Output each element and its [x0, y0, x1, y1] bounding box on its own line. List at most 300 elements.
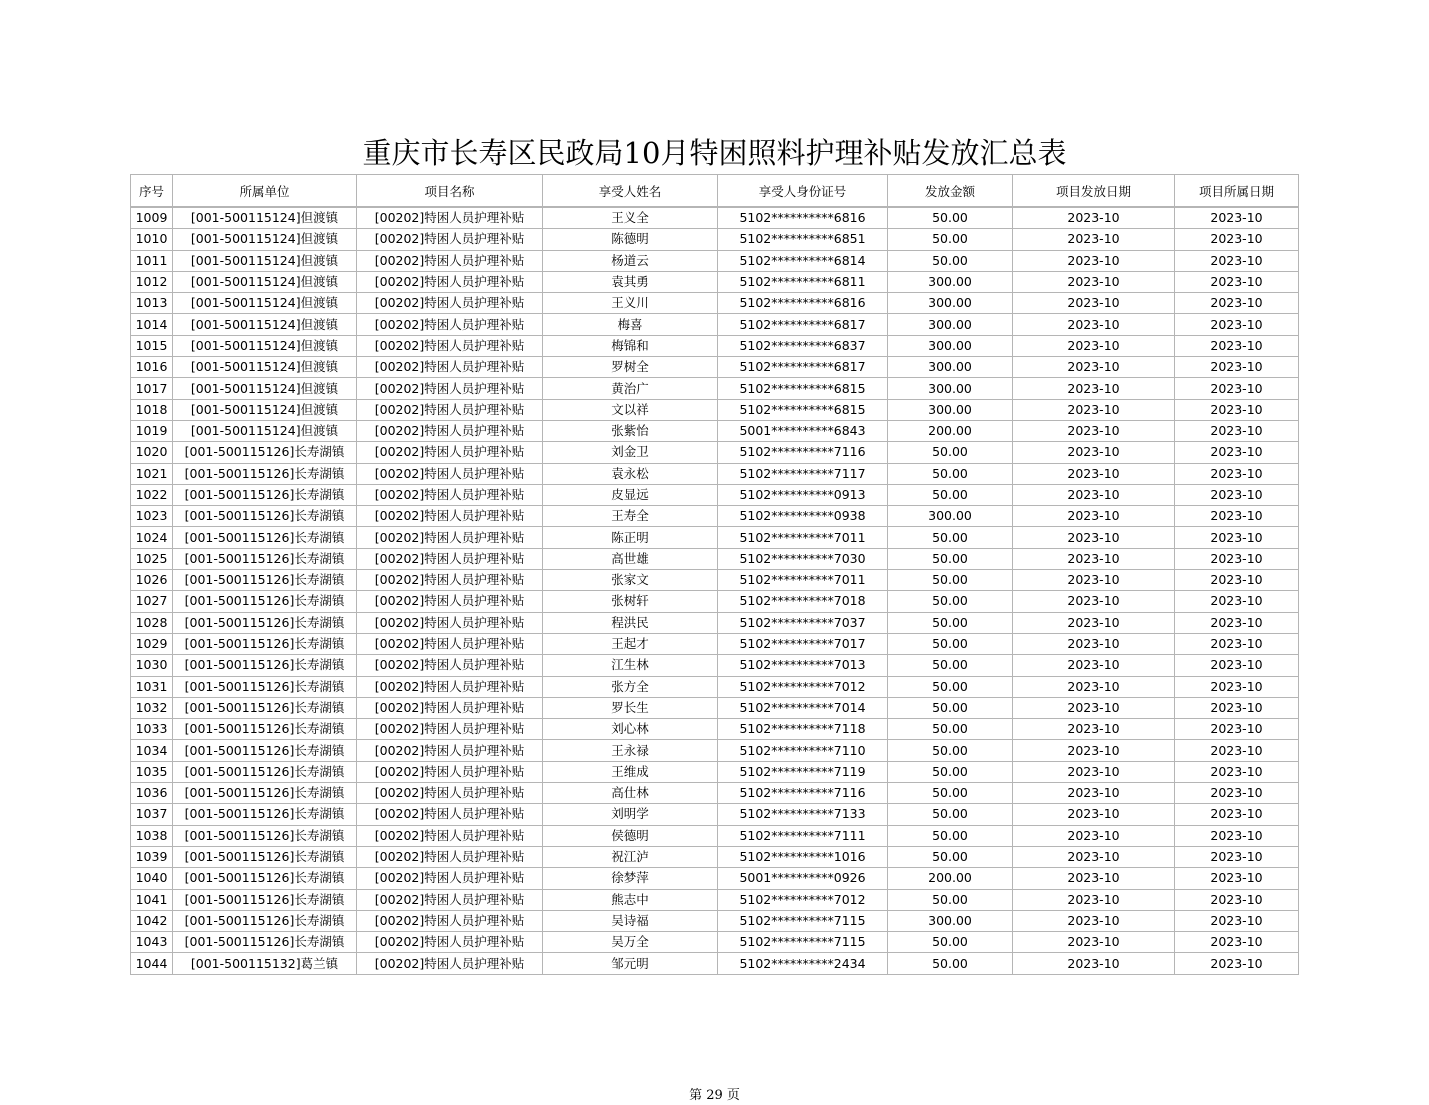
- cell-id-number: 5102**********0913: [718, 484, 888, 505]
- table-row: [131, 229, 1299, 250]
- cell-issue-date: 2023-10: [1013, 548, 1175, 569]
- cell-amount: 50.00: [888, 740, 1013, 761]
- cell-amount: 300.00: [888, 506, 1013, 527]
- cell-issue-date: 2023-10: [1013, 761, 1175, 782]
- cell-index: 1036: [131, 783, 173, 804]
- cell-recipient-name: 祝江泸: [543, 846, 718, 867]
- cell-issue-date: 2023-10: [1013, 527, 1175, 548]
- cell-recipient-name: 程洪民: [543, 612, 718, 633]
- cell-amount: 50.00: [888, 889, 1013, 910]
- table-row: [131, 293, 1299, 314]
- page-title: 重庆市长寿区民政局10月特困照料护理补贴发放汇总表: [362, 136, 1067, 170]
- cell-recipient-name: 高世雄: [543, 548, 718, 569]
- cell-period-date: 2023-10: [1175, 293, 1299, 314]
- cell-project: [00202]特困人员护理补贴: [357, 335, 543, 356]
- cell-index: 1013: [131, 293, 173, 314]
- cell-issue-date: 2023-10: [1013, 910, 1175, 931]
- cell-unit: [001-500115126]长寿湖镇: [173, 889, 357, 910]
- cell-period-date: 2023-10: [1175, 399, 1299, 420]
- cell-issue-date: 2023-10: [1013, 506, 1175, 527]
- table-row: [131, 889, 1299, 910]
- cell-index: 1023: [131, 506, 173, 527]
- cell-amount: 200.00: [888, 420, 1013, 441]
- cell-issue-date: 2023-10: [1013, 591, 1175, 612]
- cell-amount: 50.00: [888, 229, 1013, 250]
- cell-amount: 200.00: [888, 868, 1013, 889]
- cell-period-date: 2023-10: [1175, 335, 1299, 356]
- cell-period-date: 2023-10: [1175, 463, 1299, 484]
- cell-id-number: 5102**********6837: [718, 335, 888, 356]
- table-row: [131, 655, 1299, 676]
- cell-period-date: 2023-10: [1175, 889, 1299, 910]
- header-cell-period-date: 项目所属日期: [1175, 175, 1299, 208]
- cell-issue-date: 2023-10: [1013, 953, 1175, 974]
- cell-index: 1041: [131, 889, 173, 910]
- cell-project: [00202]特困人员护理补贴: [357, 229, 543, 250]
- cell-amount: 300.00: [888, 399, 1013, 420]
- table-header-row: [131, 175, 1299, 208]
- cell-index: 1042: [131, 910, 173, 931]
- header-cell-index: 序号: [131, 175, 173, 208]
- cell-issue-date: 2023-10: [1013, 442, 1175, 463]
- cell-period-date: 2023-10: [1175, 633, 1299, 654]
- cell-amount: 50.00: [888, 655, 1013, 676]
- table-row: [131, 314, 1299, 335]
- table-row: [131, 484, 1299, 505]
- cell-amount: 50.00: [888, 442, 1013, 463]
- cell-unit: [001-500115126]长寿湖镇: [173, 910, 357, 931]
- cell-id-number: 5102**********6851: [718, 229, 888, 250]
- cell-issue-date: 2023-10: [1013, 783, 1175, 804]
- cell-issue-date: 2023-10: [1013, 633, 1175, 654]
- cell-period-date: 2023-10: [1175, 953, 1299, 974]
- cell-project: [00202]特困人员护理补贴: [357, 868, 543, 889]
- cell-period-date: 2023-10: [1175, 506, 1299, 527]
- cell-index: 1014: [131, 314, 173, 335]
- cell-unit: [001-500115124]但渡镇: [173, 271, 357, 292]
- cell-id-number: 5102**********6815: [718, 399, 888, 420]
- cell-issue-date: 2023-10: [1013, 889, 1175, 910]
- cell-amount: 50.00: [888, 250, 1013, 271]
- cell-recipient-name: 文以祥: [543, 399, 718, 420]
- cell-recipient-name: 张方全: [543, 676, 718, 697]
- cell-issue-date: 2023-10: [1013, 655, 1175, 676]
- cell-recipient-name: 刘金卫: [543, 442, 718, 463]
- cell-unit: [001-500115126]长寿湖镇: [173, 570, 357, 591]
- cell-amount: 300.00: [888, 378, 1013, 399]
- table-row: [131, 250, 1299, 271]
- cell-index: 1039: [131, 846, 173, 867]
- cell-index: 1009: [131, 207, 173, 229]
- cell-project: [00202]特困人员护理补贴: [357, 484, 543, 505]
- cell-period-date: 2023-10: [1175, 825, 1299, 846]
- cell-issue-date: 2023-10: [1013, 378, 1175, 399]
- cell-id-number: 5102**********6811: [718, 271, 888, 292]
- cell-id-number: 5102**********7133: [718, 804, 888, 825]
- cell-project: [00202]特困人员护理补贴: [357, 442, 543, 463]
- cell-project: [00202]特困人员护理补贴: [357, 612, 543, 633]
- table-row: [131, 932, 1299, 953]
- cell-recipient-name: 王寿全: [543, 506, 718, 527]
- cell-amount: 50.00: [888, 804, 1013, 825]
- cell-unit: [001-500115124]但渡镇: [173, 250, 357, 271]
- cell-recipient-name: 梅喜: [543, 314, 718, 335]
- cell-period-date: 2023-10: [1175, 719, 1299, 740]
- cell-project: [00202]特困人员护理补贴: [357, 761, 543, 782]
- cell-period-date: 2023-10: [1175, 676, 1299, 697]
- cell-recipient-name: 熊志中: [543, 889, 718, 910]
- cell-amount: 50.00: [888, 676, 1013, 697]
- cell-unit: [001-500115126]长寿湖镇: [173, 506, 357, 527]
- cell-unit: [001-500115126]长寿湖镇: [173, 932, 357, 953]
- cell-project: [00202]特困人员护理补贴: [357, 271, 543, 292]
- cell-index: 1032: [131, 697, 173, 718]
- cell-issue-date: 2023-10: [1013, 420, 1175, 441]
- cell-recipient-name: 张紫怡: [543, 420, 718, 441]
- cell-amount: 50.00: [888, 207, 1013, 229]
- cell-period-date: 2023-10: [1175, 548, 1299, 569]
- cell-id-number: 5102**********7012: [718, 889, 888, 910]
- cell-project: [00202]特困人员护理补贴: [357, 250, 543, 271]
- cell-amount: 50.00: [888, 463, 1013, 484]
- cell-amount: 50.00: [888, 633, 1013, 654]
- cell-issue-date: 2023-10: [1013, 846, 1175, 867]
- cell-unit: [001-500115126]长寿湖镇: [173, 846, 357, 867]
- header-cell-id-number: 享受人身份证号: [718, 175, 888, 208]
- cell-id-number: 5102**********7013: [718, 655, 888, 676]
- cell-issue-date: 2023-10: [1013, 570, 1175, 591]
- header-cell-unit: 所属单位: [173, 175, 357, 208]
- cell-id-number: 5102**********7012: [718, 676, 888, 697]
- table-row: [131, 378, 1299, 399]
- cell-id-number: 5102**********7011: [718, 527, 888, 548]
- cell-id-number: 5102**********7116: [718, 783, 888, 804]
- cell-id-number: 5001**********6843: [718, 420, 888, 441]
- cell-id-number: 5102**********7014: [718, 697, 888, 718]
- cell-index: 1020: [131, 442, 173, 463]
- cell-period-date: 2023-10: [1175, 484, 1299, 505]
- subsidy-table: [130, 174, 1299, 975]
- cell-amount: 50.00: [888, 591, 1013, 612]
- cell-period-date: 2023-10: [1175, 229, 1299, 250]
- cell-issue-date: 2023-10: [1013, 697, 1175, 718]
- cell-project: [00202]特困人员护理补贴: [357, 697, 543, 718]
- cell-unit: [001-500115126]长寿湖镇: [173, 633, 357, 654]
- table-row: [131, 420, 1299, 441]
- cell-amount: 50.00: [888, 484, 1013, 505]
- cell-index: 1037: [131, 804, 173, 825]
- table-row: [131, 953, 1299, 974]
- cell-recipient-name: 皮显远: [543, 484, 718, 505]
- cell-unit: [001-500115126]长寿湖镇: [173, 740, 357, 761]
- cell-amount: 300.00: [888, 335, 1013, 356]
- table-row: [131, 761, 1299, 782]
- table-row: [131, 740, 1299, 761]
- cell-index: 1038: [131, 825, 173, 846]
- cell-amount: 300.00: [888, 314, 1013, 335]
- cell-project: [00202]特困人员护理补贴: [357, 293, 543, 314]
- cell-recipient-name: 刘明学: [543, 804, 718, 825]
- cell-index: 1026: [131, 570, 173, 591]
- cell-recipient-name: 罗树全: [543, 357, 718, 378]
- table-row: [131, 804, 1299, 825]
- cell-period-date: 2023-10: [1175, 527, 1299, 548]
- table-row: [131, 570, 1299, 591]
- cell-period-date: 2023-10: [1175, 868, 1299, 889]
- cell-amount: 300.00: [888, 910, 1013, 931]
- cell-period-date: 2023-10: [1175, 655, 1299, 676]
- cell-index: 1034: [131, 740, 173, 761]
- cell-amount: 50.00: [888, 527, 1013, 548]
- cell-amount: 50.00: [888, 953, 1013, 974]
- cell-period-date: 2023-10: [1175, 250, 1299, 271]
- cell-project: [00202]特困人员护理补贴: [357, 357, 543, 378]
- cell-id-number: 5102**********7119: [718, 761, 888, 782]
- table-row: [131, 548, 1299, 569]
- cell-index: 1029: [131, 633, 173, 654]
- cell-recipient-name: 陈正明: [543, 527, 718, 548]
- table-row: [131, 357, 1299, 378]
- cell-period-date: 2023-10: [1175, 612, 1299, 633]
- cell-unit: [001-500115126]长寿湖镇: [173, 783, 357, 804]
- cell-project: [00202]特困人员护理补贴: [357, 463, 543, 484]
- cell-unit: [001-500115132]葛兰镇: [173, 953, 357, 974]
- cell-id-number: 5102**********6816: [718, 207, 888, 229]
- cell-recipient-name: 杨道云: [543, 250, 718, 271]
- cell-unit: [001-500115126]长寿湖镇: [173, 697, 357, 718]
- cell-index: 1028: [131, 612, 173, 633]
- cell-project: [00202]特困人员护理补贴: [357, 932, 543, 953]
- cell-index: 1044: [131, 953, 173, 974]
- cell-issue-date: 2023-10: [1013, 399, 1175, 420]
- cell-id-number: 5102**********7115: [718, 932, 888, 953]
- cell-amount: 300.00: [888, 293, 1013, 314]
- cell-id-number: 5102**********7111: [718, 825, 888, 846]
- cell-id-number: 5102**********7017: [718, 633, 888, 654]
- cell-unit: [001-500115124]但渡镇: [173, 229, 357, 250]
- cell-issue-date: 2023-10: [1013, 932, 1175, 953]
- cell-project: [00202]特困人员护理补贴: [357, 910, 543, 931]
- cell-unit: [001-500115126]长寿湖镇: [173, 548, 357, 569]
- cell-id-number: 5102**********6816: [718, 293, 888, 314]
- cell-index: 1012: [131, 271, 173, 292]
- cell-period-date: 2023-10: [1175, 783, 1299, 804]
- cell-unit: [001-500115126]长寿湖镇: [173, 804, 357, 825]
- cell-issue-date: 2023-10: [1013, 250, 1175, 271]
- cell-recipient-name: 王义全: [543, 207, 718, 229]
- cell-project: [00202]特困人员护理补贴: [357, 399, 543, 420]
- cell-issue-date: 2023-10: [1013, 825, 1175, 846]
- table-row: [131, 719, 1299, 740]
- cell-index: 1025: [131, 548, 173, 569]
- cell-id-number: 5102**********0938: [718, 506, 888, 527]
- cell-recipient-name: 王维成: [543, 761, 718, 782]
- cell-project: [00202]特困人员护理补贴: [357, 548, 543, 569]
- table-row: [131, 612, 1299, 633]
- cell-period-date: 2023-10: [1175, 761, 1299, 782]
- cell-period-date: 2023-10: [1175, 378, 1299, 399]
- cell-project: [00202]特困人员护理补贴: [357, 527, 543, 548]
- cell-project: [00202]特困人员护理补贴: [357, 783, 543, 804]
- cell-id-number: 5102**********7037: [718, 612, 888, 633]
- table-row: [131, 633, 1299, 654]
- cell-project: [00202]特困人员护理补贴: [357, 719, 543, 740]
- cell-period-date: 2023-10: [1175, 804, 1299, 825]
- cell-issue-date: 2023-10: [1013, 719, 1175, 740]
- cell-recipient-name: 罗长生: [543, 697, 718, 718]
- cell-period-date: 2023-10: [1175, 740, 1299, 761]
- cell-index: 1016: [131, 357, 173, 378]
- cell-period-date: 2023-10: [1175, 207, 1299, 229]
- cell-project: [00202]特困人员护理补贴: [357, 207, 543, 229]
- cell-project: [00202]特困人员护理补贴: [357, 506, 543, 527]
- table-row: [131, 271, 1299, 292]
- cell-period-date: 2023-10: [1175, 932, 1299, 953]
- cell-recipient-name: 陈德明: [543, 229, 718, 250]
- cell-index: 1035: [131, 761, 173, 782]
- cell-amount: 300.00: [888, 271, 1013, 292]
- cell-unit: [001-500115126]长寿湖镇: [173, 463, 357, 484]
- cell-recipient-name: 刘心林: [543, 719, 718, 740]
- cell-project: [00202]特困人员护理补贴: [357, 953, 543, 974]
- page-number: 第 29 页: [689, 1088, 740, 1103]
- cell-recipient-name: 梅锦和: [543, 335, 718, 356]
- cell-index: 1043: [131, 932, 173, 953]
- cell-index: 1033: [131, 719, 173, 740]
- table-row: [131, 783, 1299, 804]
- table-row: [131, 442, 1299, 463]
- header-cell-recipient-name: 享受人姓名: [543, 175, 718, 208]
- cell-issue-date: 2023-10: [1013, 207, 1175, 229]
- cell-period-date: 2023-10: [1175, 420, 1299, 441]
- cell-recipient-name: 邹元明: [543, 953, 718, 974]
- cell-issue-date: 2023-10: [1013, 740, 1175, 761]
- cell-issue-date: 2023-10: [1013, 868, 1175, 889]
- table-row: [131, 463, 1299, 484]
- cell-project: [00202]特困人员护理补贴: [357, 314, 543, 335]
- cell-amount: 50.00: [888, 846, 1013, 867]
- cell-project: [00202]特困人员护理补贴: [357, 570, 543, 591]
- cell-recipient-name: 黄治广: [543, 378, 718, 399]
- cell-recipient-name: 侯德明: [543, 825, 718, 846]
- table-row: [131, 910, 1299, 931]
- cell-recipient-name: 袁永松: [543, 463, 718, 484]
- cell-unit: [001-500115124]但渡镇: [173, 335, 357, 356]
- cell-recipient-name: 高仕林: [543, 783, 718, 804]
- cell-recipient-name: 王永禄: [543, 740, 718, 761]
- cell-issue-date: 2023-10: [1013, 335, 1175, 356]
- table-row: [131, 825, 1299, 846]
- cell-amount: 50.00: [888, 570, 1013, 591]
- cell-issue-date: 2023-10: [1013, 229, 1175, 250]
- cell-project: [00202]特困人员护理补贴: [357, 591, 543, 612]
- cell-id-number: 5102**********7030: [718, 548, 888, 569]
- cell-unit: [001-500115124]但渡镇: [173, 399, 357, 420]
- cell-id-number: 5102**********7011: [718, 570, 888, 591]
- cell-recipient-name: 吴诗福: [543, 910, 718, 931]
- cell-issue-date: 2023-10: [1013, 271, 1175, 292]
- cell-amount: 50.00: [888, 548, 1013, 569]
- cell-unit: [001-500115126]长寿湖镇: [173, 442, 357, 463]
- cell-amount: 50.00: [888, 783, 1013, 804]
- cell-unit: [001-500115126]长寿湖镇: [173, 527, 357, 548]
- cell-project: [00202]特困人员护理补贴: [357, 655, 543, 676]
- table-row: [131, 207, 1299, 229]
- cell-id-number: 5102**********1016: [718, 846, 888, 867]
- cell-unit: [001-500115126]长寿湖镇: [173, 484, 357, 505]
- table-row: [131, 676, 1299, 697]
- cell-period-date: 2023-10: [1175, 697, 1299, 718]
- cell-id-number: 5102**********7115: [718, 910, 888, 931]
- cell-period-date: 2023-10: [1175, 442, 1299, 463]
- cell-id-number: 5001**********0926: [718, 868, 888, 889]
- cell-unit: [001-500115124]但渡镇: [173, 378, 357, 399]
- cell-index: 1015: [131, 335, 173, 356]
- cell-unit: [001-500115124]但渡镇: [173, 293, 357, 314]
- cell-amount: 50.00: [888, 825, 1013, 846]
- cell-unit: [001-500115126]长寿湖镇: [173, 719, 357, 740]
- cell-id-number: 5102**********2434: [718, 953, 888, 974]
- cell-index: 1018: [131, 399, 173, 420]
- cell-unit: [001-500115124]但渡镇: [173, 207, 357, 229]
- cell-id-number: 5102**********7118: [718, 719, 888, 740]
- table-row: [131, 591, 1299, 612]
- cell-period-date: 2023-10: [1175, 271, 1299, 292]
- cell-issue-date: 2023-10: [1013, 484, 1175, 505]
- cell-id-number: 5102**********6815: [718, 378, 888, 399]
- table-row: [131, 399, 1299, 420]
- cell-amount: 300.00: [888, 357, 1013, 378]
- cell-index: 1024: [131, 527, 173, 548]
- cell-id-number: 5102**********7116: [718, 442, 888, 463]
- cell-id-number: 5102**********6814: [718, 250, 888, 271]
- cell-index: 1031: [131, 676, 173, 697]
- header-cell-project: 项目名称: [357, 175, 543, 208]
- cell-index: 1017: [131, 378, 173, 399]
- cell-recipient-name: 王义川: [543, 293, 718, 314]
- header-cell-issue-date: 项目发放日期: [1013, 175, 1175, 208]
- cell-unit: [001-500115124]但渡镇: [173, 314, 357, 335]
- cell-unit: [001-500115124]但渡镇: [173, 357, 357, 378]
- cell-period-date: 2023-10: [1175, 846, 1299, 867]
- table-row: [131, 335, 1299, 356]
- cell-project: [00202]特困人员护理补贴: [357, 889, 543, 910]
- cell-project: [00202]特困人员护理补贴: [357, 740, 543, 761]
- cell-period-date: 2023-10: [1175, 357, 1299, 378]
- cell-recipient-name: 吴万全: [543, 932, 718, 953]
- cell-recipient-name: 袁其勇: [543, 271, 718, 292]
- cell-issue-date: 2023-10: [1013, 463, 1175, 484]
- cell-project: [00202]特困人员护理补贴: [357, 676, 543, 697]
- cell-project: [00202]特困人员护理补贴: [357, 825, 543, 846]
- table-row: [131, 506, 1299, 527]
- cell-unit: [001-500115126]长寿湖镇: [173, 761, 357, 782]
- cell-issue-date: 2023-10: [1013, 357, 1175, 378]
- cell-unit: [001-500115126]长寿湖镇: [173, 655, 357, 676]
- cell-index: 1010: [131, 229, 173, 250]
- table-row: [131, 697, 1299, 718]
- cell-project: [00202]特困人员护理补贴: [357, 846, 543, 867]
- cell-issue-date: 2023-10: [1013, 293, 1175, 314]
- cell-id-number: 5102**********7117: [718, 463, 888, 484]
- cell-recipient-name: 江生林: [543, 655, 718, 676]
- cell-index: 1030: [131, 655, 173, 676]
- table-row: [131, 868, 1299, 889]
- cell-id-number: 5102**********6817: [718, 357, 888, 378]
- cell-unit: [001-500115126]长寿湖镇: [173, 825, 357, 846]
- header-cell-amount: 发放金额: [888, 175, 1013, 208]
- cell-recipient-name: 张树轩: [543, 591, 718, 612]
